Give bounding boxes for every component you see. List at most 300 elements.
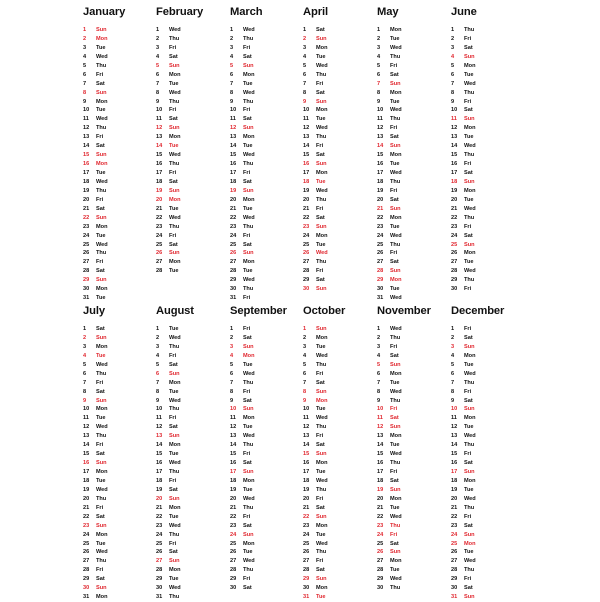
month-august xyxy=(156,304,228,602)
weekday-name: Tue xyxy=(243,486,253,493)
day-row-highlighted xyxy=(377,414,449,423)
day-row xyxy=(303,106,375,115)
day-row xyxy=(230,115,302,124)
day-number: 22 xyxy=(303,214,310,221)
day-row xyxy=(156,575,228,584)
weekday-name: Sun xyxy=(96,89,107,96)
weekday-name: Sun xyxy=(464,53,475,60)
day-number: 6 xyxy=(83,370,87,377)
day-number: 22 xyxy=(230,513,237,520)
weekday-name: Sat xyxy=(169,486,178,493)
day-row xyxy=(377,223,449,232)
day-number: 9 xyxy=(377,98,381,105)
day-row-highlighted xyxy=(377,142,449,151)
day-number: 23 xyxy=(230,223,237,230)
day-number: 3 xyxy=(83,343,87,350)
day-number: 1 xyxy=(83,326,87,332)
weekday-name: Thu xyxy=(169,223,180,230)
weekday-name: Mon xyxy=(390,370,402,377)
day-number: 26 xyxy=(83,250,90,257)
day-row xyxy=(451,334,523,343)
day-number: 9 xyxy=(230,98,234,105)
day-row-highlighted xyxy=(377,423,449,432)
day-row xyxy=(230,566,302,575)
day-number: 3 xyxy=(451,343,455,350)
day-number: 20 xyxy=(230,495,237,502)
weekday-name: Tue xyxy=(464,259,474,266)
weekday-name: Sun xyxy=(96,277,107,284)
day-row xyxy=(451,35,523,44)
day-number: 18 xyxy=(377,477,384,484)
weekday-name: Sat xyxy=(243,178,252,185)
weekday-name: Thu xyxy=(464,152,475,159)
weekday-name: Wed xyxy=(243,277,255,284)
day-number: 19 xyxy=(156,187,163,194)
day-row xyxy=(230,232,302,241)
weekday-name: Thu xyxy=(464,442,475,449)
day-number: 13 xyxy=(230,134,237,141)
weekday-name: Fri xyxy=(96,567,104,574)
weekday-name: Fri xyxy=(464,286,472,293)
weekday-name: Wed xyxy=(243,495,255,502)
day-row xyxy=(451,575,523,584)
weekday-name: Sun xyxy=(96,334,107,341)
day-row xyxy=(230,160,302,169)
day-row xyxy=(83,575,155,584)
day-row xyxy=(303,495,375,504)
weekday-name: Mon xyxy=(243,259,255,266)
weekday-name: Wed xyxy=(464,205,476,212)
day-row xyxy=(230,169,302,178)
day-number: 10 xyxy=(303,406,310,413)
day-number: 28 xyxy=(451,268,458,275)
day-row-highlighted xyxy=(303,285,375,294)
weekday-name: Wed xyxy=(96,549,108,556)
day-number: 28 xyxy=(83,268,90,275)
weekday-name: Sat xyxy=(464,107,473,114)
weekday-name: Tue xyxy=(96,295,106,302)
day-row xyxy=(83,531,155,540)
day-number: 13 xyxy=(303,134,310,141)
weekday-name: Sun xyxy=(316,576,327,583)
day-number: 22 xyxy=(230,214,237,221)
weekday-name: Wed xyxy=(390,576,402,583)
month-june xyxy=(451,5,523,294)
day-row xyxy=(83,566,155,575)
day-row xyxy=(156,343,228,352)
day-number: 24 xyxy=(451,232,458,239)
day-number: 5 xyxy=(303,62,307,69)
day-row xyxy=(230,522,302,531)
day-number: 5 xyxy=(451,361,455,368)
day-number: 16 xyxy=(303,161,310,168)
weekday-name: Mon xyxy=(96,406,108,413)
day-row xyxy=(156,44,228,53)
day-number: 14 xyxy=(230,143,237,150)
weekday-name: Thu xyxy=(96,250,107,257)
weekday-name: Wed xyxy=(169,214,181,221)
weekday-name: Thu xyxy=(316,259,327,266)
day-row xyxy=(230,477,302,486)
weekday-name: Sun xyxy=(464,116,475,123)
day-number: 18 xyxy=(451,178,458,185)
day-number: 30 xyxy=(156,585,163,592)
day-row xyxy=(156,486,228,495)
day-row xyxy=(303,504,375,513)
weekday-name: Sat xyxy=(316,152,325,159)
day-number: 14 xyxy=(230,442,237,449)
day-number: 12 xyxy=(156,424,163,431)
day-number: 15 xyxy=(451,451,458,458)
day-number: 28 xyxy=(83,567,90,574)
day-row xyxy=(230,276,302,285)
day-row xyxy=(303,486,375,495)
day-row xyxy=(230,241,302,250)
weekday-name: Tue xyxy=(169,268,179,275)
day-number: 18 xyxy=(303,477,310,484)
day-number: 5 xyxy=(230,361,234,368)
day-row xyxy=(230,44,302,53)
day-row xyxy=(83,133,155,142)
day-row xyxy=(156,593,228,602)
day-row xyxy=(83,285,155,294)
day-number: 3 xyxy=(303,44,307,51)
day-row-highlighted xyxy=(377,361,449,370)
weekday-name: Thu xyxy=(316,424,327,431)
day-number: 22 xyxy=(377,214,384,221)
day-number: 5 xyxy=(303,361,307,368)
day-number: 26 xyxy=(230,250,237,257)
weekday-name: Fri xyxy=(316,495,324,502)
day-number: 9 xyxy=(156,397,160,404)
weekday-name: Wed xyxy=(169,27,181,33)
weekday-name: Mon xyxy=(464,415,476,422)
weekday-name: Tue xyxy=(96,107,106,114)
day-number: 29 xyxy=(303,576,310,583)
day-row xyxy=(83,343,155,352)
weekday-name: Mon xyxy=(243,477,255,484)
day-number: 11 xyxy=(451,415,457,422)
day-row xyxy=(377,370,449,379)
weekday-name: Thu xyxy=(316,134,327,141)
day-number: 25 xyxy=(230,540,237,547)
day-row xyxy=(83,486,155,495)
day-row xyxy=(83,477,155,486)
weekday-name: Fri xyxy=(243,451,251,458)
weekday-name: Thu xyxy=(243,567,254,574)
day-row xyxy=(230,423,302,432)
day-number: 30 xyxy=(83,585,90,592)
day-row-highlighted xyxy=(377,205,449,214)
day-number: 20 xyxy=(303,495,310,502)
weekday-name: Tue xyxy=(464,361,474,368)
day-row xyxy=(377,115,449,124)
day-number: 7 xyxy=(230,379,234,386)
day-row xyxy=(377,379,449,388)
day-row xyxy=(156,71,228,80)
weekday-name: Mon xyxy=(316,232,328,239)
day-number: 6 xyxy=(377,370,381,377)
weekday-name: Thu xyxy=(464,214,475,221)
day-row xyxy=(303,441,375,450)
day-row xyxy=(156,361,228,370)
day-number: 18 xyxy=(83,477,90,484)
weekday-name: Sat xyxy=(243,397,252,404)
day-number: 24 xyxy=(230,531,237,538)
day-number: 23 xyxy=(156,223,163,230)
weekday-name: Sat xyxy=(169,361,178,368)
weekday-name: Tue xyxy=(464,486,474,493)
day-row xyxy=(377,232,449,241)
weekday-name: Sat xyxy=(390,134,399,141)
day-number: 1 xyxy=(377,326,381,332)
day-list xyxy=(83,26,155,303)
weekday-name: Thu xyxy=(390,334,401,341)
day-number: 13 xyxy=(303,433,310,440)
day-number: 5 xyxy=(156,62,160,69)
day-row xyxy=(451,169,523,178)
day-number: 10 xyxy=(83,406,90,413)
day-number: 25 xyxy=(451,241,458,248)
day-number: 12 xyxy=(230,424,237,431)
month-january xyxy=(83,5,155,303)
day-number: 21 xyxy=(230,205,237,212)
day-number: 15 xyxy=(303,152,310,159)
weekday-name: Mon xyxy=(96,343,108,350)
day-row-highlighted xyxy=(230,249,302,258)
day-number: 17 xyxy=(156,170,163,176)
weekday-name: Thu xyxy=(390,585,401,592)
day-number: 12 xyxy=(451,424,458,431)
weekday-name: Thu xyxy=(316,361,327,368)
day-number: 26 xyxy=(303,250,310,257)
day-row-highlighted xyxy=(83,35,155,44)
weekday-name: Fri xyxy=(243,170,251,176)
month-title: November xyxy=(377,305,431,317)
day-row xyxy=(303,361,375,370)
day-row-highlighted xyxy=(303,513,375,522)
weekday-name: Tue xyxy=(316,241,326,248)
day-number: 6 xyxy=(83,71,87,78)
day-number: 2 xyxy=(303,334,307,341)
day-number: 28 xyxy=(156,268,163,275)
weekday-name: Fri xyxy=(464,388,472,395)
weekday-name: Thu xyxy=(169,594,180,601)
day-number: 11 xyxy=(230,116,236,123)
day-number: 2 xyxy=(377,334,381,341)
day-row xyxy=(303,71,375,80)
day-row xyxy=(451,142,523,151)
weekday-name: Mon xyxy=(169,259,181,266)
day-row xyxy=(377,459,449,468)
day-row xyxy=(83,258,155,267)
day-row xyxy=(377,584,449,593)
day-number: 4 xyxy=(377,352,381,359)
day-number: 15 xyxy=(377,152,384,159)
weekday-name: Sun xyxy=(390,424,401,431)
weekday-name: Wed xyxy=(316,250,328,257)
day-row-highlighted xyxy=(83,160,155,169)
day-row xyxy=(303,334,375,343)
weekday-name: Thu xyxy=(96,125,107,132)
weekday-name: Sun xyxy=(316,451,327,458)
day-number: 1 xyxy=(451,27,455,33)
weekday-name: Tue xyxy=(390,223,400,230)
day-number: 18 xyxy=(303,178,310,185)
weekday-name: Sat xyxy=(243,460,252,467)
weekday-name: Sun xyxy=(464,343,475,350)
day-number: 6 xyxy=(303,71,307,78)
day-row-highlighted xyxy=(303,593,375,602)
weekday-name: Mon xyxy=(316,397,328,404)
day-row xyxy=(156,98,228,107)
day-number: 1 xyxy=(156,326,160,332)
weekday-name: Wed xyxy=(243,370,255,377)
weekday-name: Sun xyxy=(243,406,254,413)
weekday-name: Tue xyxy=(243,361,253,368)
day-number: 13 xyxy=(156,134,163,141)
day-row xyxy=(83,115,155,124)
day-row-highlighted xyxy=(303,388,375,397)
weekday-name: Thu xyxy=(464,89,475,96)
weekday-name: Sun xyxy=(390,143,401,150)
weekday-name: Wed xyxy=(169,397,181,404)
weekday-name: Sat xyxy=(96,326,105,332)
day-row xyxy=(303,548,375,557)
day-number: 15 xyxy=(156,451,163,458)
day-number: 24 xyxy=(303,232,310,239)
weekday-name: Sat xyxy=(169,116,178,123)
weekday-name: Wed xyxy=(464,558,476,565)
day-number: 9 xyxy=(303,98,307,105)
day-number: 8 xyxy=(377,388,381,395)
weekday-name: Sat xyxy=(390,415,399,422)
day-number: 29 xyxy=(230,277,237,284)
weekday-name: Thu xyxy=(96,62,107,69)
month-july xyxy=(83,304,155,602)
weekday-name: Tue xyxy=(316,406,326,413)
day-row xyxy=(377,566,449,575)
weekday-name: Sat xyxy=(169,549,178,556)
day-row xyxy=(230,486,302,495)
day-row xyxy=(303,522,375,531)
weekday-name: Thu xyxy=(390,53,401,60)
weekday-name: Sun xyxy=(96,214,107,221)
weekday-name: Wed xyxy=(464,80,476,87)
weekday-name: Wed xyxy=(96,241,108,248)
day-row xyxy=(230,361,302,370)
weekday-name: Wed xyxy=(390,513,402,520)
weekday-name: Mon xyxy=(464,352,476,359)
day-row xyxy=(451,267,523,276)
day-number: 10 xyxy=(156,107,163,114)
day-row xyxy=(230,294,302,303)
day-number: 13 xyxy=(377,134,384,141)
day-row-highlighted xyxy=(303,575,375,584)
weekday-name: Sun xyxy=(243,187,254,194)
day-number: 16 xyxy=(83,161,90,168)
day-number: 23 xyxy=(303,522,310,529)
day-row xyxy=(303,477,375,486)
weekday-name: Sun xyxy=(316,35,327,42)
weekday-name: Sat xyxy=(464,460,473,467)
weekday-name: Tue xyxy=(169,576,179,583)
day-number: 30 xyxy=(303,585,310,592)
day-number: 27 xyxy=(230,558,237,565)
weekday-name: Fri xyxy=(169,415,177,422)
weekday-name: Tue xyxy=(316,469,326,475)
day-row xyxy=(83,124,155,133)
day-row xyxy=(377,151,449,160)
day-number: 24 xyxy=(230,232,237,239)
day-number: 11 xyxy=(83,116,89,123)
day-number: 19 xyxy=(83,486,90,493)
day-number: 28 xyxy=(230,268,237,275)
day-number: 22 xyxy=(451,513,458,520)
day-list xyxy=(156,26,228,276)
day-number: 1 xyxy=(156,27,160,33)
day-row xyxy=(83,370,155,379)
day-number: 10 xyxy=(451,406,458,413)
weekday-name: Tue xyxy=(316,116,326,123)
day-row xyxy=(156,53,228,62)
day-row xyxy=(303,459,375,468)
day-number: 6 xyxy=(303,370,307,377)
weekday-name: Wed xyxy=(169,522,181,529)
day-number: 2 xyxy=(156,35,160,42)
weekday-name: Fri xyxy=(169,352,177,359)
month-title: February xyxy=(156,6,204,18)
weekday-name: Tue xyxy=(96,415,106,422)
day-row xyxy=(377,89,449,98)
day-number: 23 xyxy=(451,522,458,529)
weekday-name: Sun xyxy=(169,433,180,440)
day-number: 28 xyxy=(156,567,163,574)
day-row xyxy=(451,205,523,214)
day-row-highlighted xyxy=(230,531,302,540)
weekday-name: Tue xyxy=(243,268,253,275)
weekday-name: Sat xyxy=(96,143,105,150)
weekday-name: Thu xyxy=(316,549,327,556)
day-row xyxy=(230,80,302,89)
weekday-name: Wed xyxy=(390,170,402,176)
day-row xyxy=(303,531,375,540)
day-number: 9 xyxy=(83,98,87,105)
day-number: 13 xyxy=(230,433,237,440)
day-row xyxy=(451,187,523,196)
day-number: 5 xyxy=(83,62,87,69)
day-number: 29 xyxy=(451,277,458,284)
day-row xyxy=(303,80,375,89)
day-row-highlighted xyxy=(377,522,449,531)
weekday-name: Tue xyxy=(243,143,253,150)
weekday-name: Thu xyxy=(464,504,475,511)
weekday-name: Tue xyxy=(316,178,326,185)
day-row xyxy=(156,441,228,450)
day-row xyxy=(156,379,228,388)
day-row xyxy=(156,566,228,575)
day-row xyxy=(377,62,449,71)
weekday-name: Fri xyxy=(243,107,251,114)
month-title: March xyxy=(230,6,263,18)
day-row-highlighted xyxy=(303,397,375,406)
day-row xyxy=(303,379,375,388)
day-number: 3 xyxy=(156,343,160,350)
day-number: 16 xyxy=(156,161,163,168)
day-number: 13 xyxy=(377,433,384,440)
day-row-highlighted xyxy=(83,522,155,531)
weekday-name: Tue xyxy=(464,71,474,78)
